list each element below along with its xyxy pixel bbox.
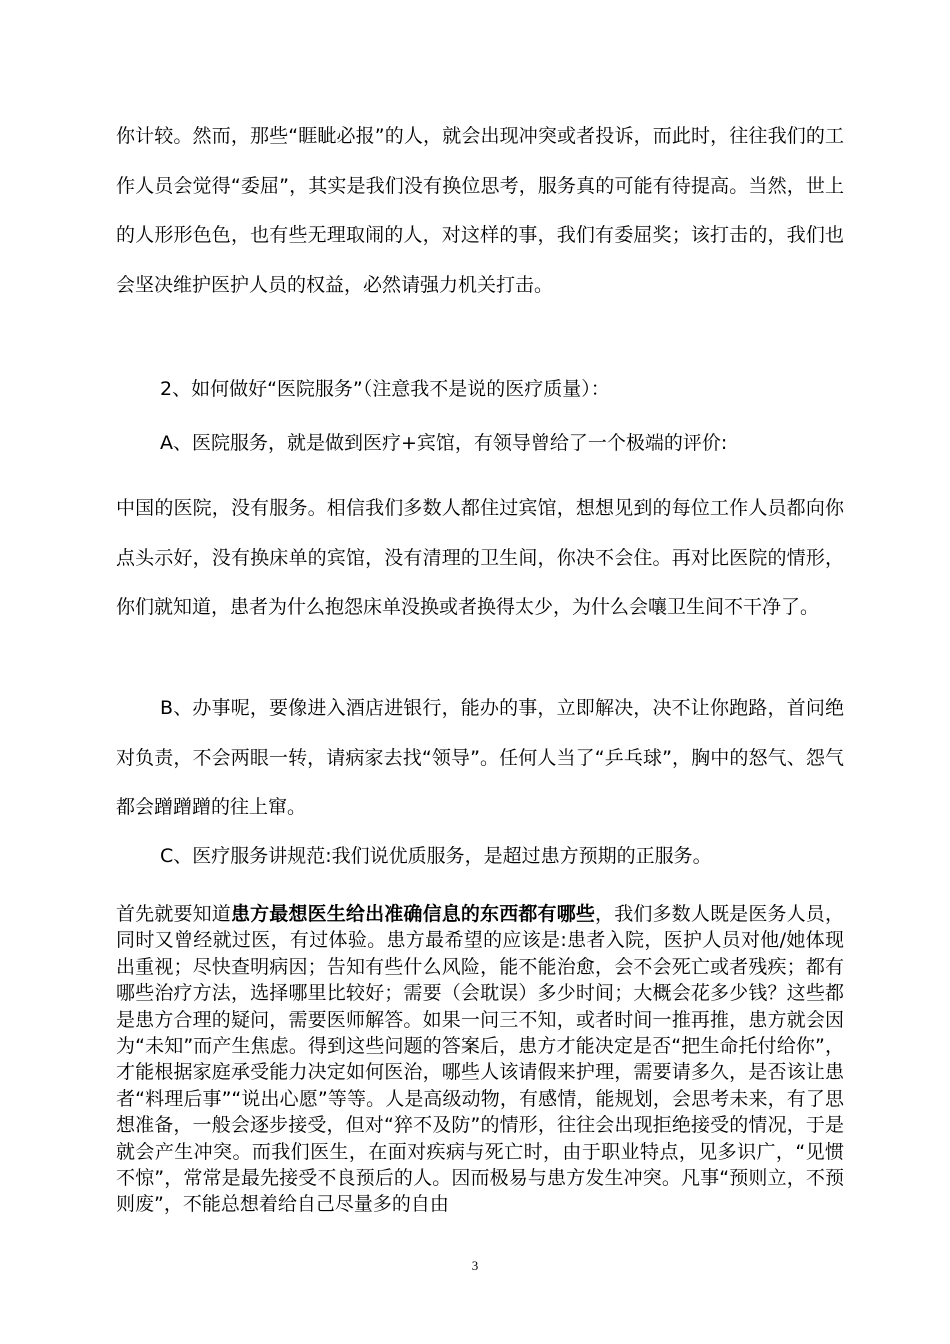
section-heading [116,365,844,415]
final-paragraph-text [116,901,844,1218]
final-rest-text: ，我们多数人既是医务人员，同时又曾经就过医，有过体验。患方最希望的应该是:患者入院，医护人员对他/她体现出重视；尽快查明病因；告知有些什么风险，能不能治愈，会不会死亡或者残疾；都有哪些治疗方法，选择哪里比较好；需要（会耽误）多少时间；大概会花多少钱？这些都是患方合理的疑问，需要医师解答。如果一问三不知，或者时间一推再推，患方就会因为“未知”而产生焦虑。得到这些问题的答案后，患方才能决定是否“把生命托付给你”，才能根据家庭承受能力决定如何医治，哪些人该请假来护理，需要请多久，是否该让患者“料理后事”“说出心愿”等等。人是高级动物，有感情，能规划，会思考未来，有了思想准备，一般会逐步接受，但对“猝不及防”的情形，往往会出现拒绝接受的情况，于是就会产生冲突。而我们医生，在面对疾病与死亡时，由于职业特点，见多识广，“见惯不惊”，常常是最先接受不良预后的人。因而极易与患方发生冲突。凡事“预则立，不预则废”，不能总想着给自己尽量多的自由 [116,903,844,1216]
paragraph-continuation [116,112,844,310]
final-lead-text: 首先就要知道 [116,903,231,925]
item-a-intro-text: A、医院服务，就是做到医疗+宾馆，有领导曾给了一个极端的评价: [160,432,728,454]
item-a-body [116,484,844,633]
page-number: 3 [471,1258,479,1273]
item-b-text: B、办事呢，要像进入酒店进银行，能办的事，立即解决，决不让你跑路，首问绝对负责，不会两眼一转，请病家去找“领导”。任何人当了“乒乓球”，胸中的怒气、怨气都会蹭蹭蹭的往上窜。 [116,697,844,819]
item-a-intro [116,419,844,469]
item-c [116,832,844,882]
item-a-body-text: 中国的医院，没有服务。相信我们多数人都住过宾馆，想想见到的每位工作人员都向你点头示好，没有换床单的宾馆，没有清理的卫生间，你决不会住。再对比医院的情形，你们就知道，患者为什么抱怨床单没换或者换得太少，为什么会嚷卫生间不干净了。 [116,497,844,619]
item-b [116,684,844,833]
heading-text: 2、如何做好“医院服务”（注意我不是说的医疗质量）： [160,378,610,400]
paragraph-text: 你计较。然而，那些“睚眦必报”的人，就会出现冲突或者投诉，而此时，往往我们的工作人员会觉得“委屈”，其实是我们没有换位思考，服务真的可能有待提高。当然，世上的人形形色色，也有些无理取闹的人，对这样的事，我们有委屈奖；该打击的，我们也会坚决维护医护人员的权益，必然请强力机关打击。 [116,125,844,296]
final-paragraph [116,901,844,1218]
item-c-text: C、医疗服务讲规范:我们说优质服务，是超过患方预期的正服务。 [160,845,712,867]
final-bold-text: 患方最想医生给出准确信息的东西都有哪些 [230,903,596,925]
